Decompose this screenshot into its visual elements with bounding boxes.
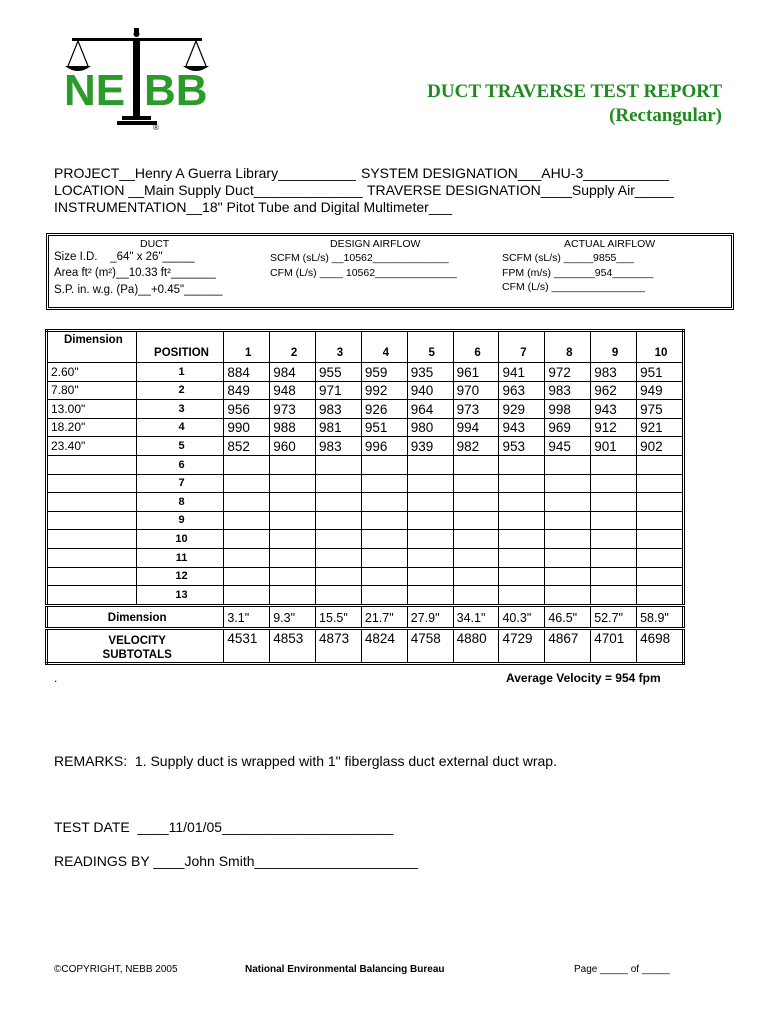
reading-cell: 912 — [591, 418, 637, 437]
column-header: 5 — [407, 331, 453, 363]
row-dimension: 2.60" — [47, 363, 137, 382]
traverse-readings-table — [45, 329, 685, 665]
row-position: 2 — [136, 381, 224, 400]
copyright-notice: ©COPYRIGHT, NEBB 2005 — [54, 964, 178, 975]
instrumentation-field: INSTRUMENTATION__18" Pitot Tube and Digital Multimeter___ — [54, 199, 453, 215]
reading-cell — [316, 586, 362, 606]
reading-cell — [637, 586, 684, 606]
reading-cell: 921 — [637, 418, 684, 437]
actual-airflow-heading: ACTUAL AIRFLOW — [564, 238, 656, 250]
column-header: 4 — [361, 331, 407, 363]
table-row — [47, 381, 684, 400]
reading-cell — [361, 586, 407, 606]
reading-cell: 939 — [407, 437, 453, 456]
reading-cell — [224, 530, 270, 549]
reading-cell — [407, 493, 453, 512]
velocity-subtotal-cell: 4758 — [407, 628, 453, 663]
reading-cell: 969 — [545, 418, 591, 437]
reading-cell — [224, 455, 270, 474]
reading-cell — [499, 586, 545, 606]
reading-cell — [361, 567, 407, 586]
velocity-subtotal-cell: 4729 — [499, 628, 545, 663]
velocity-subtotal-cell: 4873 — [316, 628, 362, 663]
reading-cell — [316, 474, 362, 493]
reading-cell — [453, 455, 499, 474]
reading-cell — [224, 474, 270, 493]
reading-cell: 960 — [270, 437, 316, 456]
column-header: 9 — [591, 331, 637, 363]
reading-cell — [545, 511, 591, 530]
dimension-cell: 27.9" — [407, 605, 453, 628]
design-scfm: SCFM (sL/s) __10562_____________ — [270, 252, 449, 264]
reading-cell: 992 — [361, 381, 407, 400]
reading-cell — [637, 474, 684, 493]
column-header: 8 — [545, 331, 591, 363]
test-date-field: TEST DATE ____11/01/05______________________ — [54, 819, 394, 835]
dimension-cell: 34.1" — [453, 605, 499, 628]
traverse-designation-field: TRAVERSE DESIGNATION____Supply Air_____ — [367, 182, 674, 198]
reading-cell — [361, 511, 407, 530]
reading-cell — [407, 455, 453, 474]
report-subtitle: (Rectangular) — [609, 105, 722, 126]
row-dimension: 23.40" — [47, 437, 137, 456]
reading-cell: 902 — [637, 437, 684, 456]
reading-cell — [591, 455, 637, 474]
reading-cell — [453, 474, 499, 493]
reading-cell: 988 — [270, 418, 316, 437]
reading-cell — [270, 586, 316, 606]
reading-cell: 956 — [224, 400, 270, 419]
project-field: PROJECT__Henry A Guerra Library__________ — [54, 165, 356, 181]
row-position: 1 — [136, 363, 224, 382]
duct-area: Area ft² (m²)__10.33 ft²_______ — [54, 267, 216, 279]
dimension-header: Dimension — [47, 331, 137, 363]
reading-cell — [224, 511, 270, 530]
page-number: Page _____ of _____ — [574, 964, 670, 975]
registered-mark: ® — [153, 123, 159, 132]
row-position: 4 — [136, 418, 224, 437]
column-header: 2 — [270, 331, 316, 363]
reading-cell: 926 — [361, 400, 407, 419]
reading-cell — [270, 493, 316, 512]
readings-by-field: READINGS BY ____John Smith_____________________ — [54, 853, 419, 869]
organization-name: National Environmental Balancing Bureau — [245, 964, 445, 975]
reading-cell — [499, 455, 545, 474]
row-dimension: 18.20" — [47, 418, 137, 437]
velocity-label: VELOCITY — [108, 634, 166, 647]
reading-cell — [637, 493, 684, 512]
reading-cell — [545, 530, 591, 549]
reading-cell — [453, 511, 499, 530]
system-designation-field: SYSTEM DESIGNATION___AHU-3___________ — [361, 165, 669, 181]
velocity-subtotal-cell: 4853 — [270, 628, 316, 663]
velocity-subtotal-cell: 4824 — [361, 628, 407, 663]
design-airflow-heading: DESIGN AIRFLOW — [330, 238, 421, 250]
reading-cell: 981 — [316, 418, 362, 437]
scales-of-justice-icon — [62, 28, 212, 133]
reading-cell — [545, 474, 591, 493]
reading-cell: 982 — [453, 437, 499, 456]
reading-cell: 994 — [453, 418, 499, 437]
reading-cell — [316, 567, 362, 586]
reading-cell: 983 — [316, 400, 362, 419]
reading-cell — [591, 530, 637, 549]
reading-cell — [591, 474, 637, 493]
table-row — [47, 567, 684, 586]
row-dimension — [47, 511, 137, 530]
reading-cell — [499, 567, 545, 586]
table-row — [47, 530, 684, 549]
reading-cell — [545, 455, 591, 474]
dimension-cell: 40.3" — [499, 605, 545, 628]
row-dimension — [47, 586, 137, 606]
reading-cell: 980 — [407, 418, 453, 437]
row-position: 9 — [136, 511, 224, 530]
reading-cell — [407, 511, 453, 530]
dimension-cell: 3.1" — [224, 605, 270, 628]
reading-cell — [453, 586, 499, 606]
row-position: 5 — [136, 437, 224, 456]
reading-cell: 901 — [591, 437, 637, 456]
row-dimension — [47, 567, 137, 586]
table-row — [47, 511, 684, 530]
reading-cell — [453, 567, 499, 586]
reading-cell — [270, 474, 316, 493]
velocity-subtotal-cell: 4698 — [637, 628, 684, 663]
column-header: 7 — [499, 331, 545, 363]
reading-cell: 996 — [361, 437, 407, 456]
row-dimension: 7.80" — [47, 381, 137, 400]
reading-cell — [591, 548, 637, 567]
actual-cfm: CFM (L/s) ________________ — [502, 281, 646, 293]
nebb-logo — [62, 28, 212, 133]
velocity-subtotal-cell: 4867 — [545, 628, 591, 663]
row-dimension — [47, 493, 137, 512]
actual-fpm: FPM (m/s) _______954_______ — [502, 267, 654, 279]
reading-cell — [453, 548, 499, 567]
reading-cell — [637, 567, 684, 586]
reading-cell: 983 — [545, 381, 591, 400]
reading-cell — [407, 530, 453, 549]
design-cfm: CFM (L/s) ____ 10562______________ — [270, 267, 457, 279]
velocity-subtotal-cell: 4531 — [224, 628, 270, 663]
velocity-subtotal-cell: 4880 — [453, 628, 499, 663]
reading-cell — [545, 567, 591, 586]
table-row — [47, 400, 684, 419]
reading-cell — [637, 548, 684, 567]
row-position: 13 — [136, 586, 224, 606]
reading-cell: 929 — [499, 400, 545, 419]
logo-text-bb: BB — [144, 66, 208, 115]
reading-cell — [361, 493, 407, 512]
reading-cell — [407, 586, 453, 606]
reading-cell: 943 — [591, 400, 637, 419]
duct-size: Size I.D. _64" x 26"_____ — [54, 251, 195, 263]
reading-cell: 990 — [224, 418, 270, 437]
reading-cell: 964 — [407, 400, 453, 419]
table-row — [47, 363, 684, 382]
reading-cell: 951 — [361, 418, 407, 437]
table-row — [47, 418, 684, 437]
reading-cell: 973 — [270, 400, 316, 419]
reading-cell — [499, 511, 545, 530]
row-position: 6 — [136, 455, 224, 474]
row-dimension — [47, 548, 137, 567]
velocity-subtotals-label — [47, 628, 224, 663]
row-position: 8 — [136, 493, 224, 512]
row-position: 3 — [136, 400, 224, 419]
reading-cell: 998 — [545, 400, 591, 419]
reading-cell — [591, 511, 637, 530]
table-header-row — [47, 331, 684, 363]
reading-cell — [316, 455, 362, 474]
reading-cell: 961 — [453, 363, 499, 382]
reading-cell: 945 — [545, 437, 591, 456]
reading-cell: 962 — [591, 381, 637, 400]
reading-cell — [316, 511, 362, 530]
average-velocity: Average Velocity = 954 fpm — [506, 671, 661, 685]
table-row — [47, 586, 684, 606]
row-position: 7 — [136, 474, 224, 493]
dimension-cell: 21.7" — [361, 605, 407, 628]
reading-cell — [545, 548, 591, 567]
column-header: 3 — [316, 331, 362, 363]
reading-cell: 973 — [453, 400, 499, 419]
dimension-row — [47, 605, 684, 628]
reading-cell — [361, 530, 407, 549]
reading-cell — [499, 493, 545, 512]
reading-cell — [316, 548, 362, 567]
location-field: LOCATION __Main Supply Duct______________ — [54, 182, 363, 198]
reading-cell: 943 — [499, 418, 545, 437]
table-row — [47, 437, 684, 456]
column-header: 1 — [224, 331, 270, 363]
reading-cell — [545, 586, 591, 606]
dimension-cell: 9.3" — [270, 605, 316, 628]
reading-cell — [637, 511, 684, 530]
reading-cell: 971 — [316, 381, 362, 400]
reading-cell — [591, 567, 637, 586]
dimension-cell: 52.7" — [591, 605, 637, 628]
reading-cell — [499, 530, 545, 549]
duct-static-pressure: S.P. in. w.g. (Pa)__+0.45"______ — [54, 284, 223, 296]
row-position: 12 — [136, 567, 224, 586]
reading-cell — [224, 586, 270, 606]
table-row — [47, 474, 684, 493]
reading-cell: 949 — [637, 381, 684, 400]
row-position: 10 — [136, 530, 224, 549]
column-header: 6 — [453, 331, 499, 363]
reading-cell: 884 — [224, 363, 270, 382]
reading-cell — [637, 455, 684, 474]
reading-cell: 983 — [591, 363, 637, 382]
reading-cell: 953 — [499, 437, 545, 456]
reading-cell — [270, 455, 316, 474]
row-position: 11 — [136, 548, 224, 567]
row-dimension — [47, 474, 137, 493]
reading-cell — [270, 530, 316, 549]
reading-cell — [407, 567, 453, 586]
reading-cell — [361, 548, 407, 567]
reading-cell — [270, 548, 316, 567]
reading-cell — [224, 567, 270, 586]
remarks-text: REMARKS: 1. Supply duct is wrapped with 1" fiberglass duct external duct wrap. — [54, 753, 557, 769]
reading-cell: 951 — [637, 363, 684, 382]
reading-cell: 948 — [270, 381, 316, 400]
reading-cell — [499, 474, 545, 493]
position-header: POSITION — [136, 331, 224, 363]
dimension-cell: 15.5" — [316, 605, 362, 628]
reading-cell — [361, 455, 407, 474]
reading-cell: 849 — [224, 381, 270, 400]
dimension-cell: 58.9" — [637, 605, 684, 628]
velocity-subtotal-cell: 4701 — [591, 628, 637, 663]
reading-cell — [224, 493, 270, 512]
reading-cell — [545, 493, 591, 512]
report-title: DUCT TRAVERSE TEST REPORT — [427, 81, 722, 102]
reading-cell: 983 — [316, 437, 362, 456]
duct-heading: DUCT — [140, 238, 170, 250]
actual-scfm: SCFM (sL/s) _____9855___ — [502, 252, 634, 264]
reading-cell — [361, 474, 407, 493]
reading-cell: 984 — [270, 363, 316, 382]
reading-cell: 959 — [361, 363, 407, 382]
reading-cell: 963 — [499, 381, 545, 400]
reading-cell — [316, 530, 362, 549]
column-header: 10 — [637, 331, 684, 363]
reading-cell — [270, 511, 316, 530]
reading-cell — [591, 493, 637, 512]
airflow-summary-box — [46, 233, 734, 310]
table-row — [47, 493, 684, 512]
dimension-row-label: Dimension — [47, 605, 224, 628]
reading-cell — [453, 530, 499, 549]
table-row — [47, 548, 684, 567]
reading-cell — [591, 586, 637, 606]
row-dimension: 13.00" — [47, 400, 137, 419]
reading-cell: 935 — [407, 363, 453, 382]
reading-cell: 972 — [545, 363, 591, 382]
table-row — [47, 455, 684, 474]
reading-cell: 852 — [224, 437, 270, 456]
reading-cell — [407, 474, 453, 493]
row-dimension — [47, 455, 137, 474]
reading-cell — [499, 548, 545, 567]
reading-cell — [637, 530, 684, 549]
reading-cell: 940 — [407, 381, 453, 400]
reading-cell: 975 — [637, 400, 684, 419]
reading-cell — [316, 493, 362, 512]
subtotals-label: SUBTOTALS — [102, 648, 172, 661]
row-dimension — [47, 530, 137, 549]
dimension-cell: 46.5" — [545, 605, 591, 628]
reading-cell: 941 — [499, 363, 545, 382]
reading-cell: 970 — [453, 381, 499, 400]
stray-dot: . — [54, 671, 58, 685]
reading-cell: 955 — [316, 363, 362, 382]
reading-cell — [453, 493, 499, 512]
reading-cell — [407, 548, 453, 567]
velocity-subtotals-row — [47, 628, 684, 663]
logo-text-ne: NE — [64, 66, 126, 115]
reading-cell — [270, 567, 316, 586]
reading-cell — [224, 548, 270, 567]
